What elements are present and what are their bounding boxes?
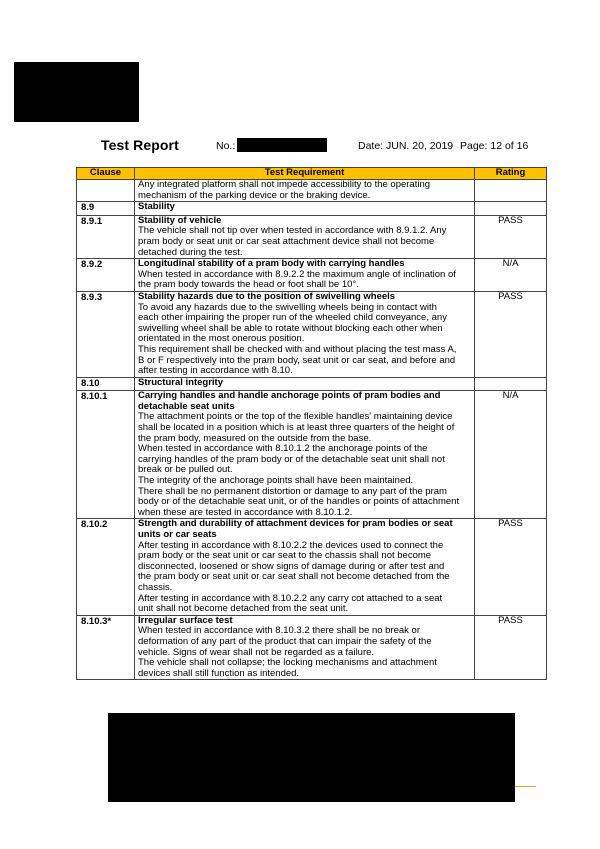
column-header-requirement: Test Requirement	[135, 168, 475, 180]
clause-cell: 8.9.1	[77, 215, 135, 258]
footer-rule	[515, 786, 536, 787]
requirement-title: Irregular surface test	[138, 614, 233, 626]
requirement-text-line: mechanism of the parking device or the braking device.	[138, 189, 371, 201]
requirement-text-line: pram body or the seat unit or car seat to the chassis shall not become	[138, 550, 432, 562]
requirement-text-line: vehicle. Signs of wear shall not be regarded as a failure.	[138, 646, 375, 658]
requirement-text-line: swivelling wheel shall be able to rotate without blocking each other when	[138, 322, 443, 334]
report-title: Test Report	[101, 137, 179, 153]
table-row	[77, 391, 547, 519]
rating-cell	[475, 202, 547, 216]
requirement-text-line: each other impairing the proper run of the wheeled child conveyance, any	[138, 312, 447, 324]
table-row	[77, 519, 547, 615]
redaction-block-logo	[14, 62, 139, 122]
requirement-cell	[135, 215, 475, 258]
column-header-rating: Rating	[475, 168, 547, 180]
table-row	[77, 259, 547, 292]
rating-cell: PASS	[475, 519, 547, 615]
requirement-title: Strength and durability of attachment devices for pram bodies or seat units or car seats	[138, 518, 453, 540]
requirement-text-line: The integrity of the anchorage points shall have been maintained.	[138, 475, 414, 487]
requirement-text-line: When tested in accordance with 8.10.3.2 there shall be no break or	[138, 625, 421, 637]
table-row	[77, 202, 547, 216]
table-row	[77, 215, 547, 258]
test-requirements-table	[76, 167, 547, 680]
requirement-title: Stability	[138, 201, 175, 213]
clause-cell: 8.10.3*	[77, 615, 135, 680]
requirement-text-line: To avoid any hazards due to the swivelling wheels being in contact with	[138, 301, 437, 313]
requirement-text-line: body or of the detachable seat unit, or of the handles or points of attachment	[138, 496, 460, 508]
clause-cell: 8.9.2	[77, 259, 135, 292]
requirement-text-line: deformation of any part of the product that can impair the safety of the	[138, 635, 432, 647]
requirement-text-line: The vehicle shall not collapse; the locking mechanisms and attachment	[138, 657, 437, 669]
requirement-text-line: unit shall not become detached from the seat unit.	[138, 603, 349, 615]
requirement-text-line: After testing in accordance with 8.10.2.2 any carry cot attached to a seat	[138, 592, 443, 604]
requirement-text-line: chassis.	[138, 581, 173, 593]
requirement-text-line: When tested in accordance with 8.9.2.2 the maximum angle of inclination of	[138, 268, 456, 280]
redaction-block-report-number	[237, 138, 327, 152]
requirement-title: Stability of vehicle	[138, 214, 222, 226]
requirement-text-line: detached during the test.	[138, 246, 243, 258]
report-number-label: No.:	[216, 140, 236, 152]
requirement-cell	[135, 615, 475, 680]
requirement-text-line: when these are tested in accordance with 8.10.1.2.	[138, 506, 353, 518]
requirement-text-line: The attachment points or the top of the flexible handles' maintaining device	[138, 411, 453, 423]
clause-cell: 8.10.1	[77, 391, 135, 519]
table-row	[77, 180, 547, 202]
rating-cell	[475, 377, 547, 391]
rating-cell: N/A	[475, 259, 547, 292]
requirement-text-line: orientated in the most onerous position.	[138, 333, 305, 345]
requirement-cell	[135, 259, 475, 292]
clause-cell: 8.10.2	[77, 519, 135, 615]
requirement-cell	[135, 291, 475, 377]
redaction-block-footer	[108, 713, 515, 802]
report-header	[0, 137, 600, 157]
clause-cell: 8.9	[77, 202, 135, 216]
requirement-text-line: the pram body towards the head or foot shall be 10°.	[138, 279, 359, 291]
requirement-title: Structural integrity	[138, 376, 223, 388]
requirement-text-line: the pram body or seat unit or car seat shall not become detached from the	[138, 571, 450, 583]
requirement-text-line: This requirement shall be checked with and without placing the test mass A,	[138, 343, 457, 355]
requirement-text-line: shall be located in a position which is at least three quarters of the height of	[138, 422, 455, 434]
requirement-text-line: pram body or seat unit or car seat attachment device shall not become	[138, 235, 435, 247]
requirement-cell	[135, 519, 475, 615]
requirement-text-line: after testing in accordance with 8.10.	[138, 365, 293, 377]
requirement-text-line: The vehicle shall not tip over when tested in accordance with 8.9.1.2. Any	[138, 225, 447, 237]
clause-cell: 8.10	[77, 377, 135, 391]
rating-cell: PASS	[475, 615, 547, 680]
rating-cell	[475, 180, 547, 202]
column-header-clause: Clause	[77, 168, 135, 180]
requirement-text-line: disconnected, loosened or show signs of damage during or after test and	[138, 560, 445, 572]
requirement-text-line: break or be pulled out.	[138, 464, 233, 476]
requirement-cell	[135, 377, 475, 391]
rating-cell: PASS	[475, 291, 547, 377]
requirement-text-line: carrying handles of the pram body or of the detachable seat unit shall not	[138, 453, 445, 465]
rating-cell: PASS	[475, 215, 547, 258]
page-number: Page: 12 of 16	[460, 140, 529, 152]
rating-cell: N/A	[475, 391, 547, 519]
table-row	[77, 377, 547, 391]
requirement-title: Longitudinal stability of a pram body with carrying handles	[138, 258, 405, 270]
clause-cell: 8.9.3	[77, 291, 135, 377]
requirement-cell	[135, 180, 475, 202]
table-row	[77, 291, 547, 377]
requirement-text-line: After testing in accordance with 8.10.2.2 the devices used to connect the	[138, 539, 444, 551]
requirement-cell	[135, 391, 475, 519]
requirement-text-line: devices shall still function as intended.	[138, 667, 300, 679]
table-header-row	[77, 168, 547, 180]
requirement-text-line: the pram body, measured on the outside from the base.	[138, 432, 372, 444]
requirement-text-line: When tested in accordance with 8.10.1.2 the anchorage points of the	[138, 443, 428, 455]
requirement-title: Stability hazards due to the position of swivelling wheels	[138, 290, 396, 302]
report-date: Date: JUN. 20, 2019	[358, 140, 454, 152]
requirement-text-line: B or F respectively into the pram body, seat unit or car seat, and before and	[138, 354, 456, 366]
requirement-cell	[135, 202, 475, 216]
requirement-text-line: There shall be no permanent distortion or damage to any part of the pram	[138, 485, 447, 497]
clause-cell	[77, 180, 135, 202]
table-row	[77, 615, 547, 680]
requirement-title: Carrying handles and handle anchorage points of pram bodies and detachable seat units	[138, 390, 441, 412]
requirement-text-line: Any integrated platform shall not impede accessibility to the operating	[138, 179, 431, 190]
